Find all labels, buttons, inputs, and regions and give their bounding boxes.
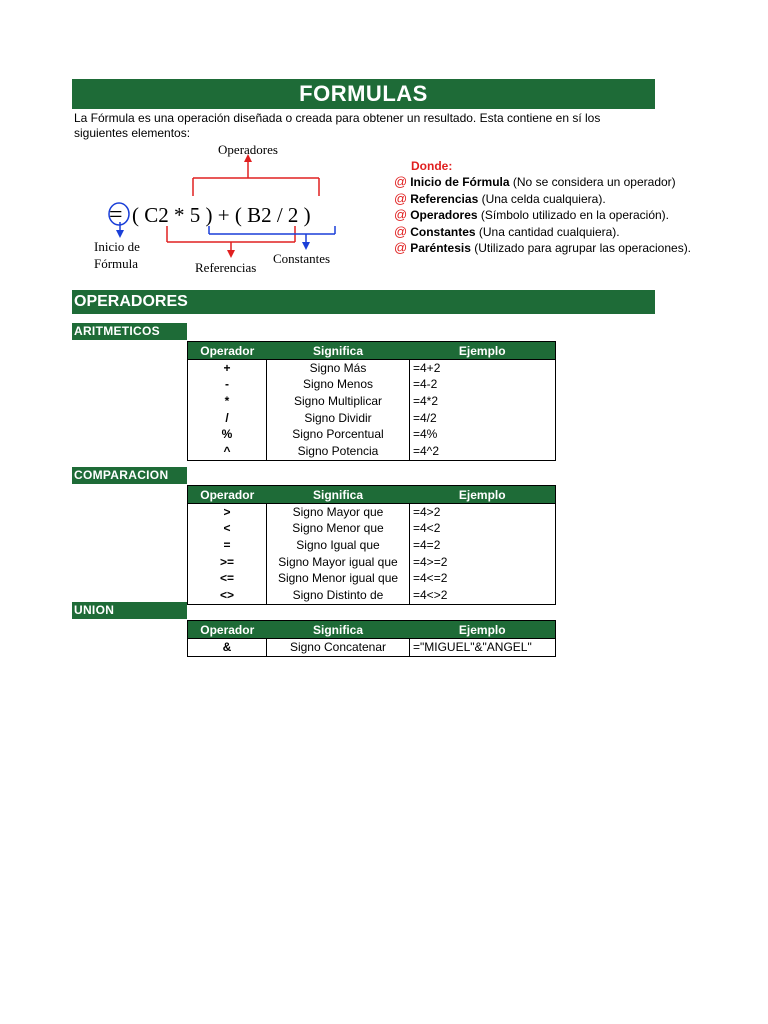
category-label-comparacion: COMPARACION [72,467,187,484]
table-row [188,570,556,587]
meaning-cell: Signo Porcentual [267,426,410,443]
legend-desc: (Una celda cualquiera). [478,191,606,206]
table-header-row [188,486,556,504]
table-row [188,587,556,604]
equals-sign: = [109,202,123,228]
operator-cell: + [188,360,267,377]
table-row [188,521,556,538]
example-cell: =4>2 [410,504,556,521]
column-header: Ejemplo [410,342,556,360]
meaning-cell: Signo Multiplicar [267,393,410,410]
example-cell: =4<>2 [410,587,556,604]
operator-cell: % [188,426,267,443]
column-header: Significa [267,342,410,360]
legend-term: Operadores [410,208,478,223]
operator-cell: > [188,504,267,521]
example-cell: =4>=2 [410,554,556,571]
column-header: Significa [267,486,410,504]
meaning-cell: Signo Distinto de [267,587,410,604]
meaning-cell: Signo Menor que [267,521,410,538]
operator-cell: >= [188,554,267,571]
legend-term: Paréntesis [410,241,471,256]
table-row [188,554,556,571]
legend-item-constantes [394,224,656,241]
at-bullet-icon: @ [394,223,408,239]
legend-term: Inicio de Fórmula [410,175,510,189]
legend-item-parentesis [394,240,692,257]
meaning-cell: Signo Igual que [267,537,410,554]
formula-diagram [85,138,375,278]
comparacion-table [187,485,556,605]
aritmeticos-table [187,341,556,461]
legend-term: Referencias [410,191,479,206]
label-operadores: Operadores [218,142,278,157]
example-cell: =4*2 [410,393,556,410]
meaning-cell: Signo Concatenar [267,639,410,657]
table-row [188,410,556,427]
intro-text: La Fórmula es una operación diseñada o creada para obtener un resultado. Esta contiene en sí los siguientes elementos: [74,111,601,140]
example-cell: =4<2 [410,521,556,538]
operator-cell: - [188,377,267,394]
column-header: Significa [267,621,410,639]
meaning-cell: Signo Mayor igual que [267,554,410,571]
legend-item-referencias [394,191,656,208]
meaning-cell: Signo Potencia [267,443,410,460]
table-row [188,639,556,657]
legend-desc: (No se considera un operador) [509,175,676,189]
example-cell: =4% [410,426,556,443]
operator-connector [193,160,319,196]
table-row [188,377,556,394]
example-cell: =4/2 [410,410,556,427]
label-inicio-2: Fórmula [94,256,139,271]
operator-cell: < [188,521,267,538]
table-row [188,443,556,460]
label-inicio-1: Inicio de [94,239,140,254]
meaning-cell: Signo Mayor que [267,504,410,521]
operator-cell: ^ [188,443,267,460]
meaning-cell: Signo Menor igual que [267,570,410,587]
at-bullet-icon: @ [394,174,408,189]
meaning-cell: Signo Menos [267,377,410,394]
table-header-row [188,342,556,360]
table-row [188,360,556,377]
constant-arrow-icon [302,242,310,250]
meaning-cell: Signo Dividir [267,410,410,427]
legend-item-operadores [394,207,669,224]
column-header: Ejemplo [410,621,556,639]
union-table [187,620,556,657]
at-bullet-icon: @ [394,240,408,256]
table-row [188,426,556,443]
label-constantes: Constantes [273,251,331,266]
donde-legend [394,158,692,258]
table-row [188,393,556,410]
reference-arrow-icon [227,250,235,258]
operator-cell: <= [188,570,267,587]
column-header: Operador [188,342,267,360]
example-cell: =4-2 [410,377,556,394]
reference-connector [167,226,295,252]
start-arrow-icon [116,230,124,238]
category-label-union: UNION [72,602,187,619]
table-row [188,537,556,554]
formula-expression: ( C2 * 5 ) + ( B2 / 2 ) [132,203,311,227]
section-title: OPERADORES [72,290,655,314]
legend-desc: (Una cantidad cualquiera). [475,224,620,239]
column-header: Operador [188,486,267,504]
legend-desc: (Símbolo utilizado en la operación). [477,208,669,223]
category-label-aritmeticos: ARITMETICOS [72,323,187,340]
donde-header: Donde: [411,159,453,173]
example-cell: =4^2 [410,443,556,460]
at-bullet-icon: @ [394,207,408,223]
at-bullet-icon: @ [394,190,408,206]
legend-item-inicio [394,174,676,191]
page-title: FORMULAS [72,79,655,109]
legend-desc: (Utilizado para agrupar las operaciones). [470,241,692,256]
example-cell: ="MIGUEL"&"ANGEL" [410,639,556,657]
operator-cell: * [188,393,267,410]
table-header-row [188,621,556,639]
operator-cell: <> [188,587,267,604]
column-header: Operador [188,621,267,639]
column-header: Ejemplo [410,486,556,504]
table-row [188,504,556,521]
example-cell: =4<=2 [410,570,556,587]
label-referencias: Referencias [195,260,257,275]
operator-cell: = [188,537,267,554]
example-cell: =4+2 [410,360,556,377]
operator-cell: / [188,410,267,427]
example-cell: =4=2 [410,537,556,554]
meaning-cell: Signo Más [267,360,410,377]
legend-term: Constantes [410,224,476,239]
operator-cell: & [188,639,267,657]
